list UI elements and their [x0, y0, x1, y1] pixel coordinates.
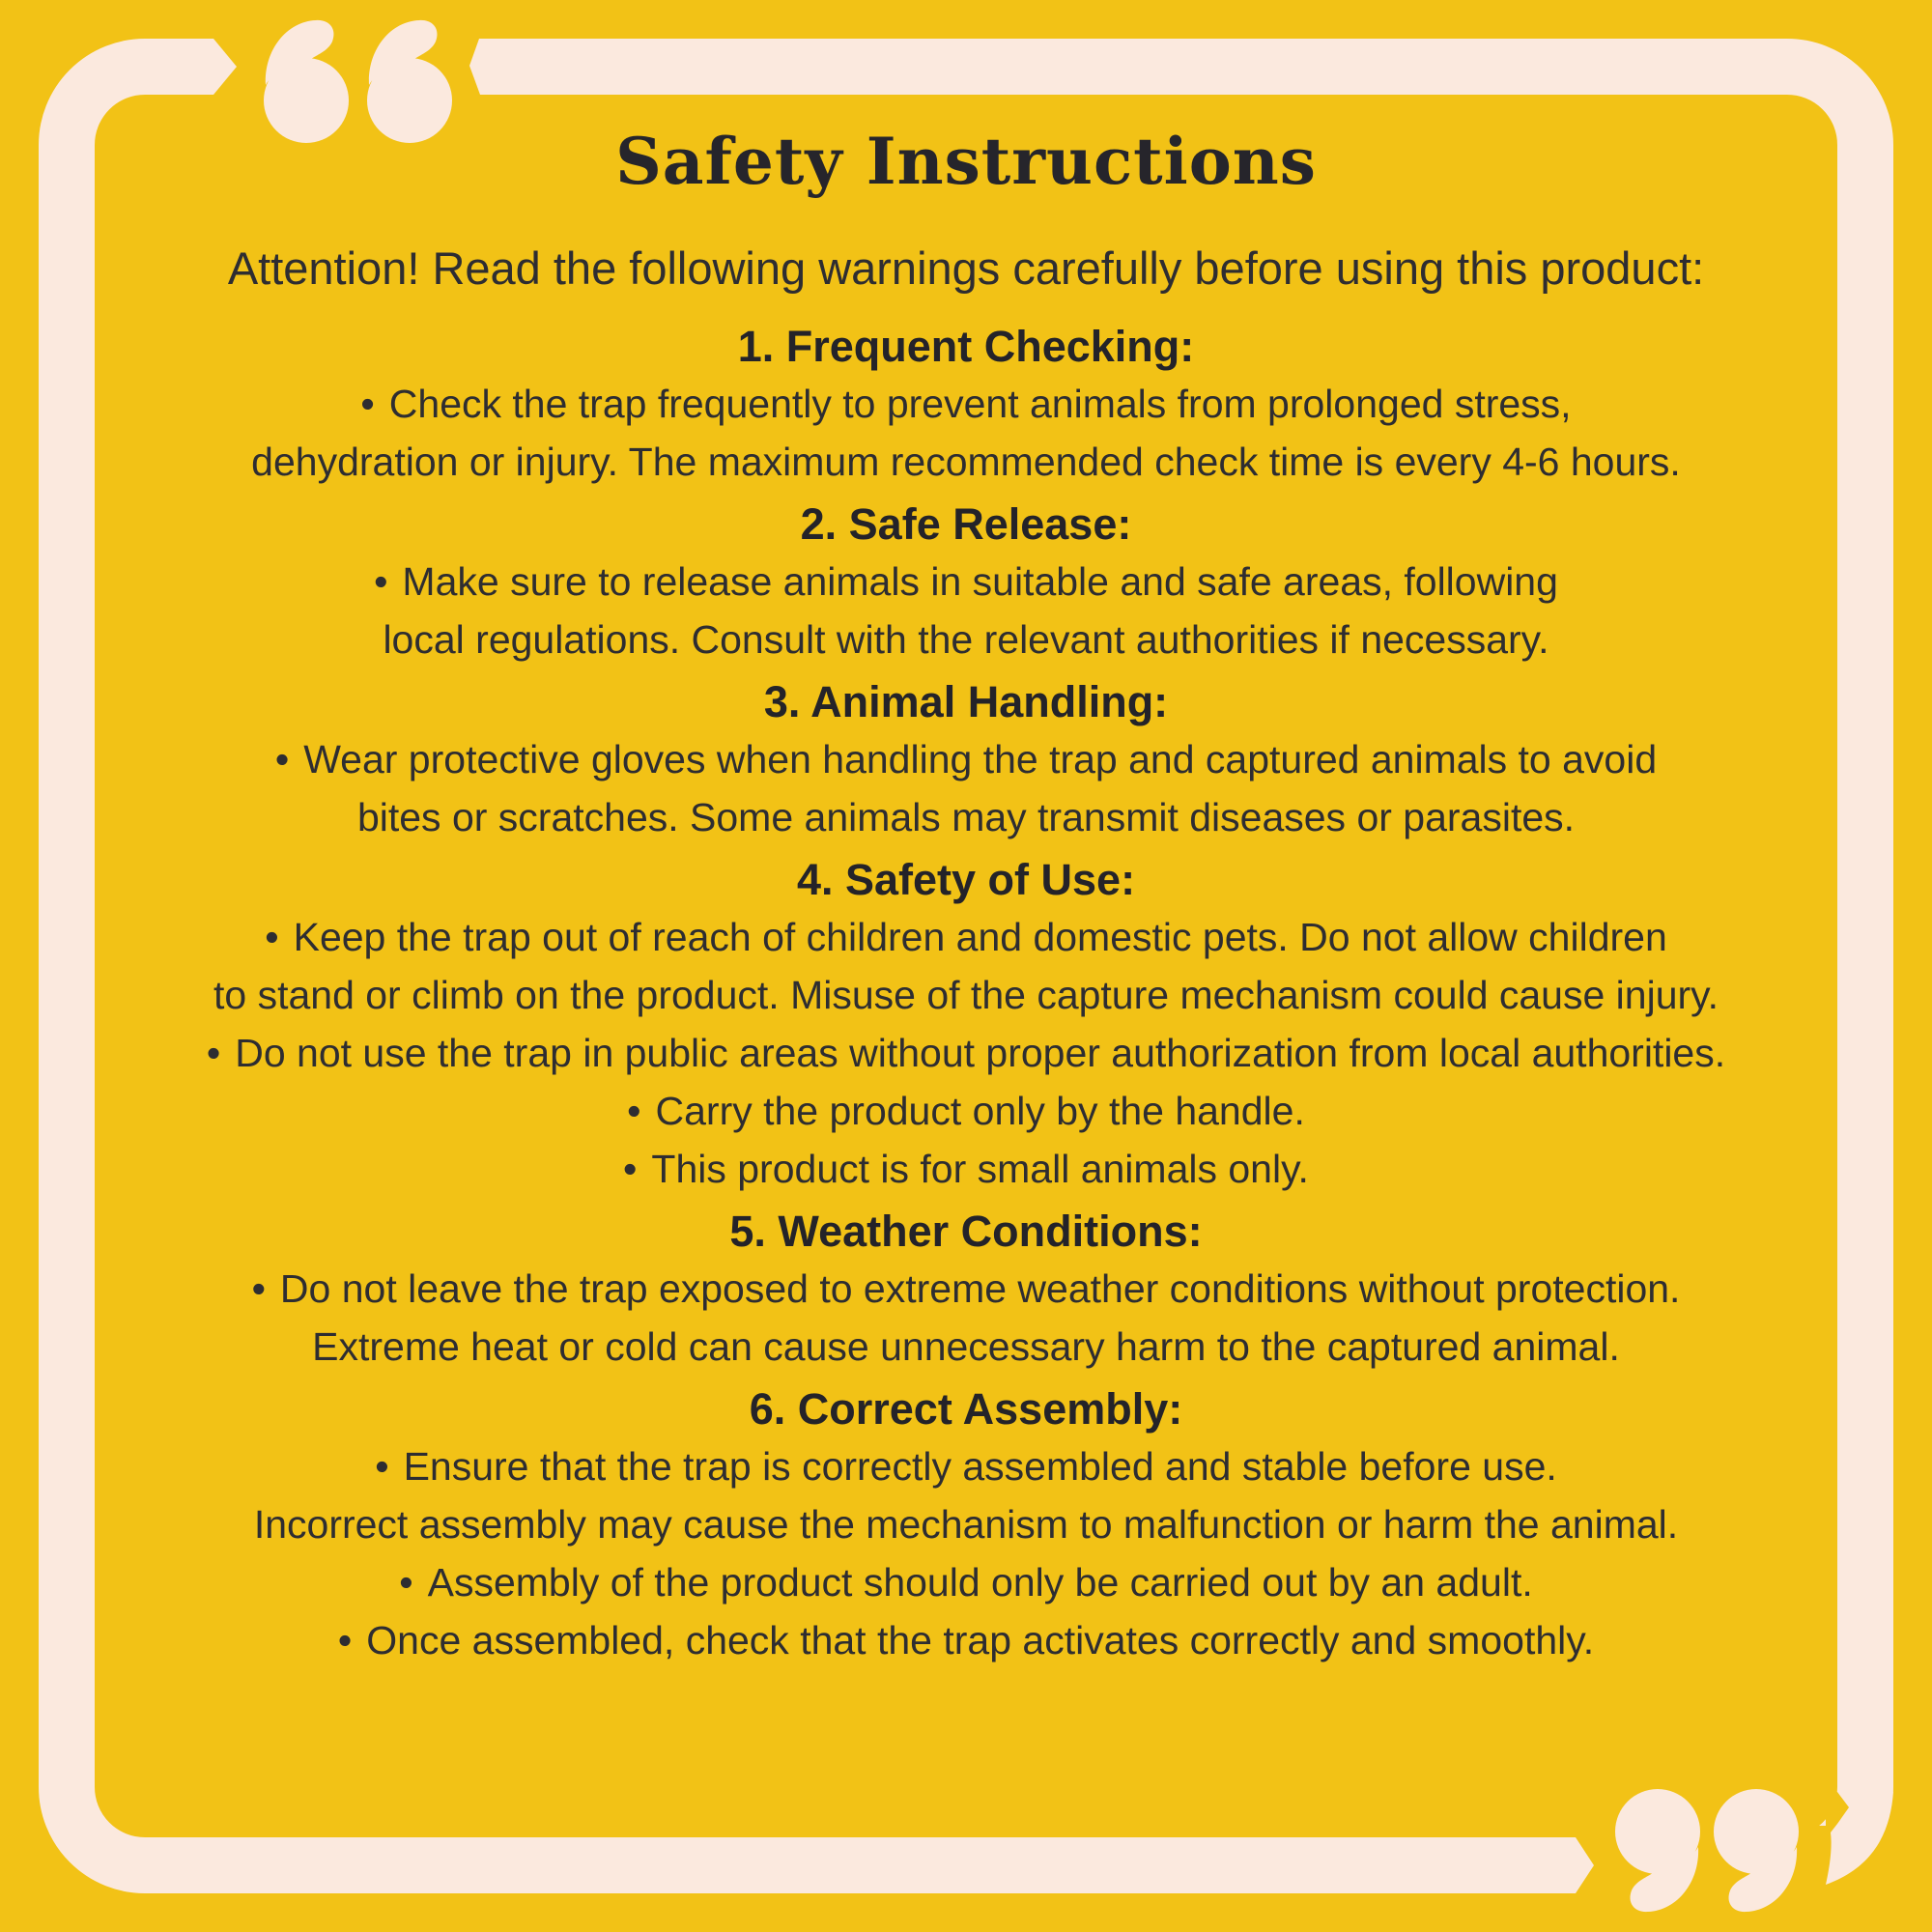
section-heading: 3. Animal Handling: — [763, 677, 1169, 727]
line-text: to stand or climb on the product. Misuse of the capture mechanism could cause injury. — [213, 973, 1719, 1018]
line-text: Wear protective gloves when handling the trap and captured animals to avoid — [303, 737, 1658, 782]
line-text: Do not use the trap in public areas without proper authorization from local authorities. — [235, 1031, 1726, 1076]
subtitle: Attention! Read the following warnings carefully before using this product: — [227, 242, 1705, 295]
line-text: This product is for small animals only. — [651, 1147, 1309, 1192]
bullet-icon: • — [337, 1618, 353, 1663]
section-weather-conditions — [0, 1204, 1932, 1376]
bullet-line — [0, 1553, 1932, 1611]
line-text: Check the trap frequently to prevent animals from prolonged stress, — [388, 382, 1572, 427]
line-text: Ensure that the trap is correctly assembled and stable before use. — [403, 1444, 1557, 1490]
bullet-line — [0, 1082, 1932, 1140]
bullet-icon: • — [399, 1560, 413, 1605]
section-safety-of-use — [0, 852, 1932, 1198]
line-text: dehydration or injury. The maximum recommended check time is every 4-6 hours. — [251, 440, 1681, 485]
line-text: Keep the trap out of reach of children and domestic pets. Do not allow children — [293, 915, 1667, 960]
bullet-icon: • — [265, 915, 279, 960]
text-line — [0, 1495, 1932, 1553]
line-text: Once assembled, check that the trap activates correctly and smoothly. — [366, 1618, 1595, 1663]
bullet-icon: • — [375, 1444, 389, 1490]
section-safe-release — [0, 497, 1932, 668]
bullet-icon: • — [206, 1031, 221, 1076]
section-heading: 5. Weather Conditions: — [729, 1207, 1203, 1257]
bullet-line — [0, 730, 1932, 788]
bullet-line — [0, 1437, 1932, 1495]
bullet-icon: • — [374, 559, 388, 605]
bullet-line — [0, 1260, 1932, 1318]
page-title: Safety Instructions — [615, 124, 1317, 199]
bullet-icon: • — [623, 1147, 638, 1192]
text-line — [0, 433, 1932, 491]
section-heading: 4. Safety of Use: — [796, 855, 1136, 905]
section-correct-assembly — [0, 1381, 1932, 1669]
bullet-icon: • — [274, 737, 290, 782]
line-text: local regulations. Consult with the relevant authorities if necessary. — [383, 617, 1549, 663]
section-heading: 1. Frequent Checking: — [737, 322, 1195, 372]
bullet-icon: • — [360, 382, 375, 427]
line-text: bites or scratches. Some animals may transmit diseases or parasites. — [356, 795, 1576, 840]
bullet-line — [0, 908, 1932, 966]
text-line — [0, 966, 1932, 1024]
section-heading: 2. Safe Release: — [800, 499, 1132, 550]
bullet-line — [0, 553, 1932, 611]
bullet-line — [0, 1611, 1932, 1669]
line-text: Carry the product only by the handle. — [655, 1089, 1305, 1134]
line-text: Extreme heat or cold can cause unnecessary harm to the captured animal. — [312, 1324, 1620, 1370]
bullet-icon: • — [627, 1089, 641, 1134]
line-text: Make sure to release animals in suitable and safe areas, following — [402, 559, 1558, 605]
bullet-line — [0, 1140, 1932, 1198]
line-text: Do not leave the trap exposed to extreme weather conditions without protection. — [279, 1266, 1681, 1312]
section-heading: 6. Correct Assembly: — [749, 1384, 1183, 1435]
section-frequent-checking — [0, 319, 1932, 491]
text-line — [0, 1318, 1932, 1376]
text-line — [0, 788, 1932, 846]
bullet-icon: • — [251, 1266, 266, 1312]
text-line — [0, 611, 1932, 668]
line-text: Assembly of the product should only be carried out by an adult. — [427, 1560, 1533, 1605]
line-text: Incorrect assembly may cause the mechanism to malfunction or harm the animal. — [253, 1502, 1679, 1548]
section-animal-handling — [0, 674, 1932, 846]
bullet-line — [0, 1024, 1932, 1082]
bullet-line — [0, 375, 1932, 433]
